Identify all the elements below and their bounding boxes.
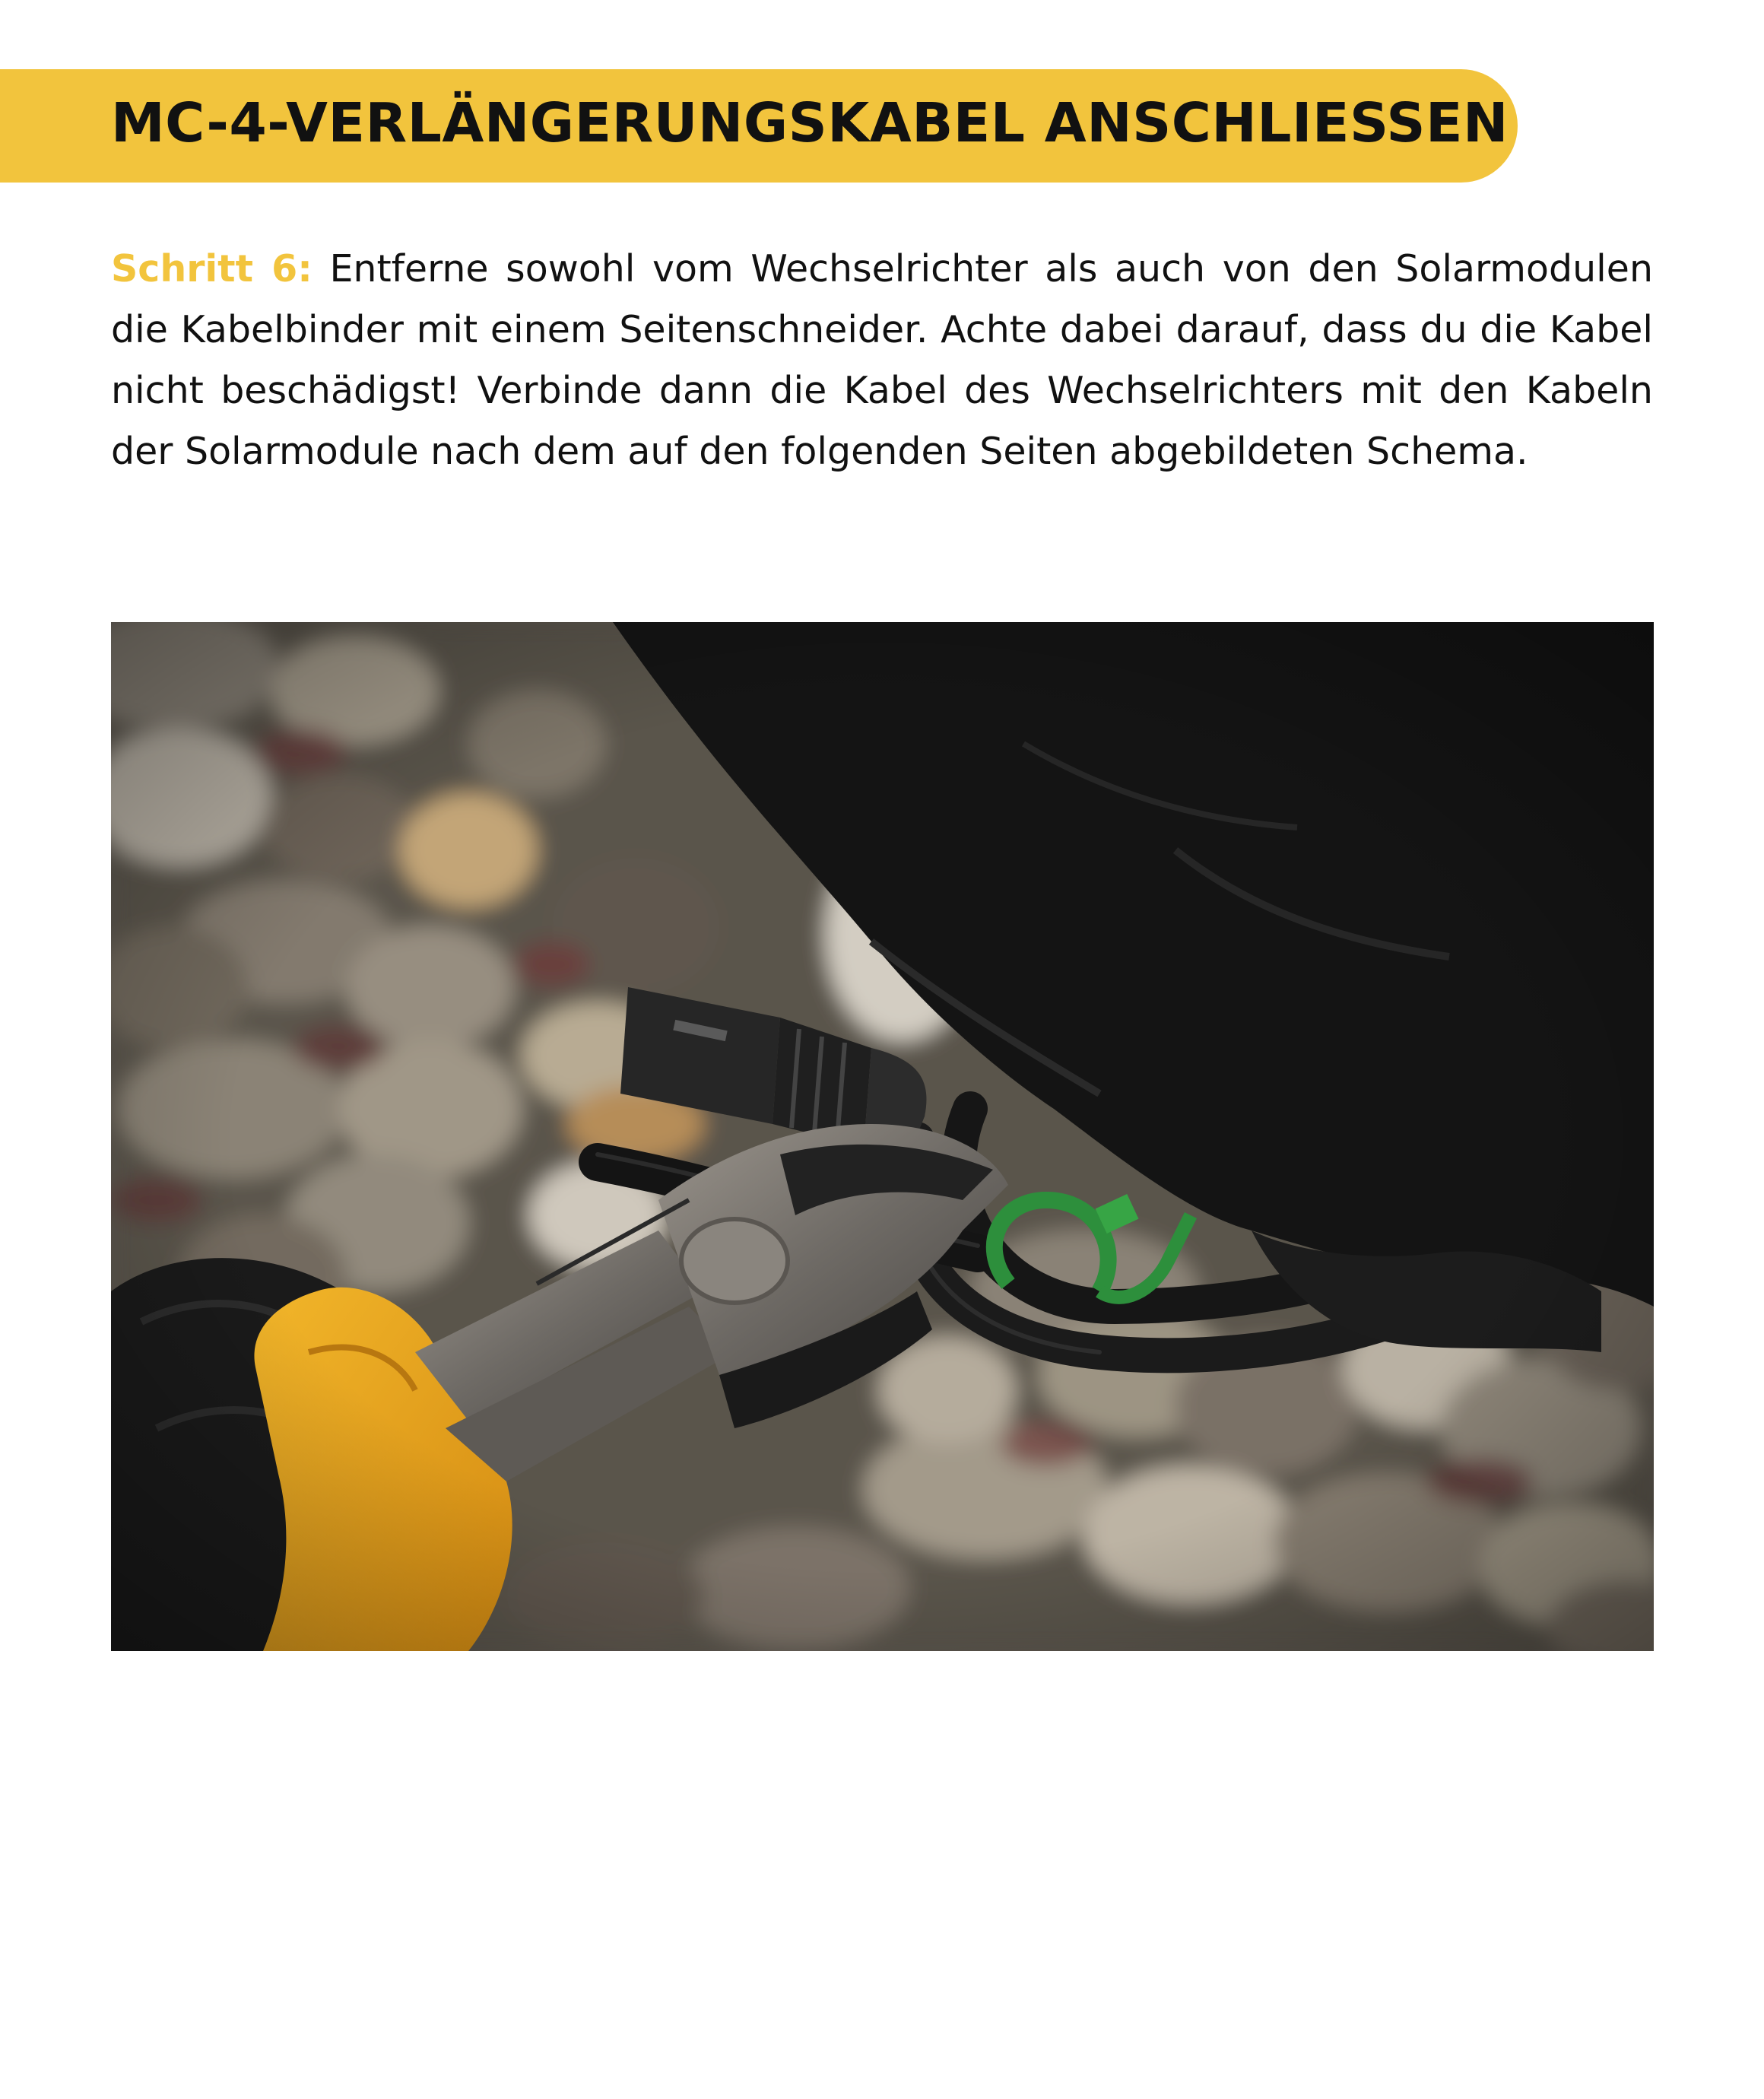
step-text: Entferne sowohl vom Wechselrichter als auch von den Solarmodulen die Kabelbinder mit einem Seitenschneider. Achte dabei darauf, dass du die Kabel nicht beschädigst! Verbinde dann die Kabel des Wechselrichters mit den Kabeln der Solarmodule nach dem auf den folgenden Seiten abgebildeten Schema. [111, 247, 1653, 473]
instruction-photo [111, 622, 1654, 1651]
page-title: MC-4-VERLÄNGERUNGSKABEL ANSCHLIESSEN [111, 91, 1509, 154]
step-paragraph [111, 239, 1653, 482]
step-label: Schritt 6: [111, 247, 313, 291]
photo-illustration [111, 622, 1654, 1651]
